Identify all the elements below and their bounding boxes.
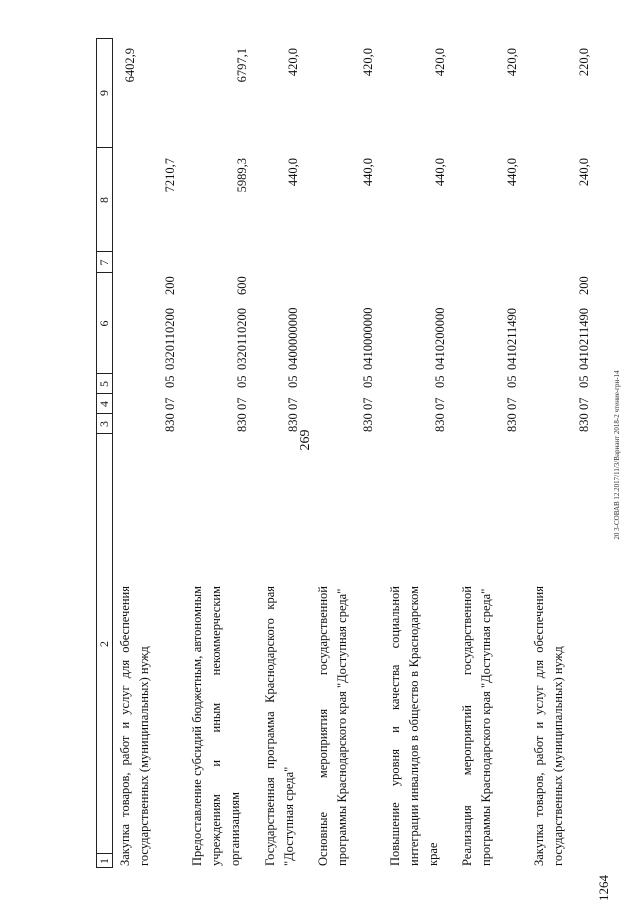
row-col-9: 420,0 <box>433 48 447 77</box>
row-col-8: 440,0 <box>286 158 300 187</box>
row-col-8: 440,0 <box>505 158 519 187</box>
header-col-1: 1 <box>97 858 111 864</box>
row-col-3: 830 <box>577 413 591 432</box>
header-col-8: 8 <box>97 197 111 203</box>
row-description: Реализация мероприятий государственной программы Краснодарского края "Доступная среда" <box>460 586 493 866</box>
row-col-8: 440,0 <box>433 158 447 187</box>
corner-number: 1264 <box>596 875 611 901</box>
row-description: Предоставление субсидий бюджетным, автономным учреждениям и иным некоммерческим организациям <box>190 586 242 866</box>
row-description: Повышение уровня и качества социальной интеграции инвалидов в общество в Краснодарском крае <box>388 586 440 866</box>
codes-row-2 <box>232 38 252 868</box>
row-col-8: 440,0 <box>361 158 375 187</box>
row-col-3: 830 <box>361 413 375 432</box>
row-col-3: 830 <box>505 413 519 432</box>
row-col-5: 05 <box>433 375 447 388</box>
row-col-5: 05 <box>505 375 519 388</box>
row-col-3: 830 <box>433 413 447 432</box>
row-col-6: 0400000000 <box>286 307 300 370</box>
row-col-6: 0410211490 <box>577 307 591 370</box>
row-col-5: 05 <box>577 375 591 388</box>
row-description: Основные мероприятия государственной программы Краснодарского края "Доступная среда" <box>316 586 349 866</box>
row-col-4: 07 <box>505 397 519 410</box>
row-col-7: 600 <box>235 276 249 295</box>
header-col-6: 6 <box>97 320 111 327</box>
row-col-5: 05 <box>163 375 177 388</box>
row-col-4: 07 <box>163 397 177 410</box>
row-col-4: 07 <box>286 397 300 410</box>
header-col-7: 7 <box>97 259 111 266</box>
row-col-3: 830 <box>286 413 300 432</box>
row-col-8: 5989,3 <box>235 158 249 193</box>
header-col-9: 9 <box>97 90 111 96</box>
header-col-4: 4 <box>97 401 111 407</box>
row-col-4: 07 <box>361 397 375 410</box>
row-col-6: 0320110200 <box>235 307 249 370</box>
row-col-9: 420,0 <box>361 48 375 77</box>
row-col-9: 420,0 <box>505 48 519 77</box>
row-col-4: 07 <box>235 397 249 410</box>
row-col-5: 05 <box>235 375 249 388</box>
row-description: Закупка товаров, работ и услуг для обеспечения государственных (муниципальных) нужд <box>532 586 565 866</box>
row-col-7: 200 <box>163 276 177 295</box>
row-col-8: 240,0 <box>577 158 591 187</box>
row-col-9: 420,0 <box>286 48 300 77</box>
row-col-8: 7210,7 <box>163 158 177 193</box>
row-col-6: 0410211490 <box>505 307 519 370</box>
row-col-4: 07 <box>433 397 447 410</box>
row-col-6: 0410200000 <box>433 307 447 370</box>
row-description: Государственная программа Краснодарского края "Доступная среда" <box>263 586 296 866</box>
codes-row-3 <box>283 38 303 868</box>
row-col-3: 830 <box>235 413 249 432</box>
row-col-9: 6797,1 <box>235 48 249 83</box>
header-col-3: 3 <box>97 421 111 427</box>
codes-row-1 <box>160 38 180 868</box>
row-col-7: 200 <box>577 276 591 295</box>
header-col-5: 5 <box>97 381 111 387</box>
row-col-9: 220,0 <box>577 48 591 77</box>
table-header-row <box>96 38 112 868</box>
row-col-5: 05 <box>286 375 300 388</box>
row-col-4: 07 <box>577 397 591 410</box>
row-col-6: 0320110200 <box>163 307 177 370</box>
codes-row-4 <box>358 38 378 868</box>
codes-row-5 <box>430 38 450 868</box>
budget-table <box>96 38 596 868</box>
row-description: Закупка товаров, работ и услуг для обеспечения государственных (муниципальных) нужд <box>118 586 151 866</box>
header-col-2: 2 <box>97 641 111 647</box>
document-code: 20 3-СОВАВ 12.2017/11/3/Вариант 2018-2 чтение-грн-14 <box>613 370 621 540</box>
row-col-5: 05 <box>361 375 375 388</box>
codes-row-7 <box>574 38 594 868</box>
row-col-9: 6402,9 <box>123 48 137 83</box>
page-number: 269 <box>298 429 313 451</box>
row-col-3: 830 <box>163 413 177 432</box>
row-col-6: 0410000000 <box>361 307 375 370</box>
codes-row-6 <box>502 38 522 868</box>
table-body <box>96 38 596 868</box>
